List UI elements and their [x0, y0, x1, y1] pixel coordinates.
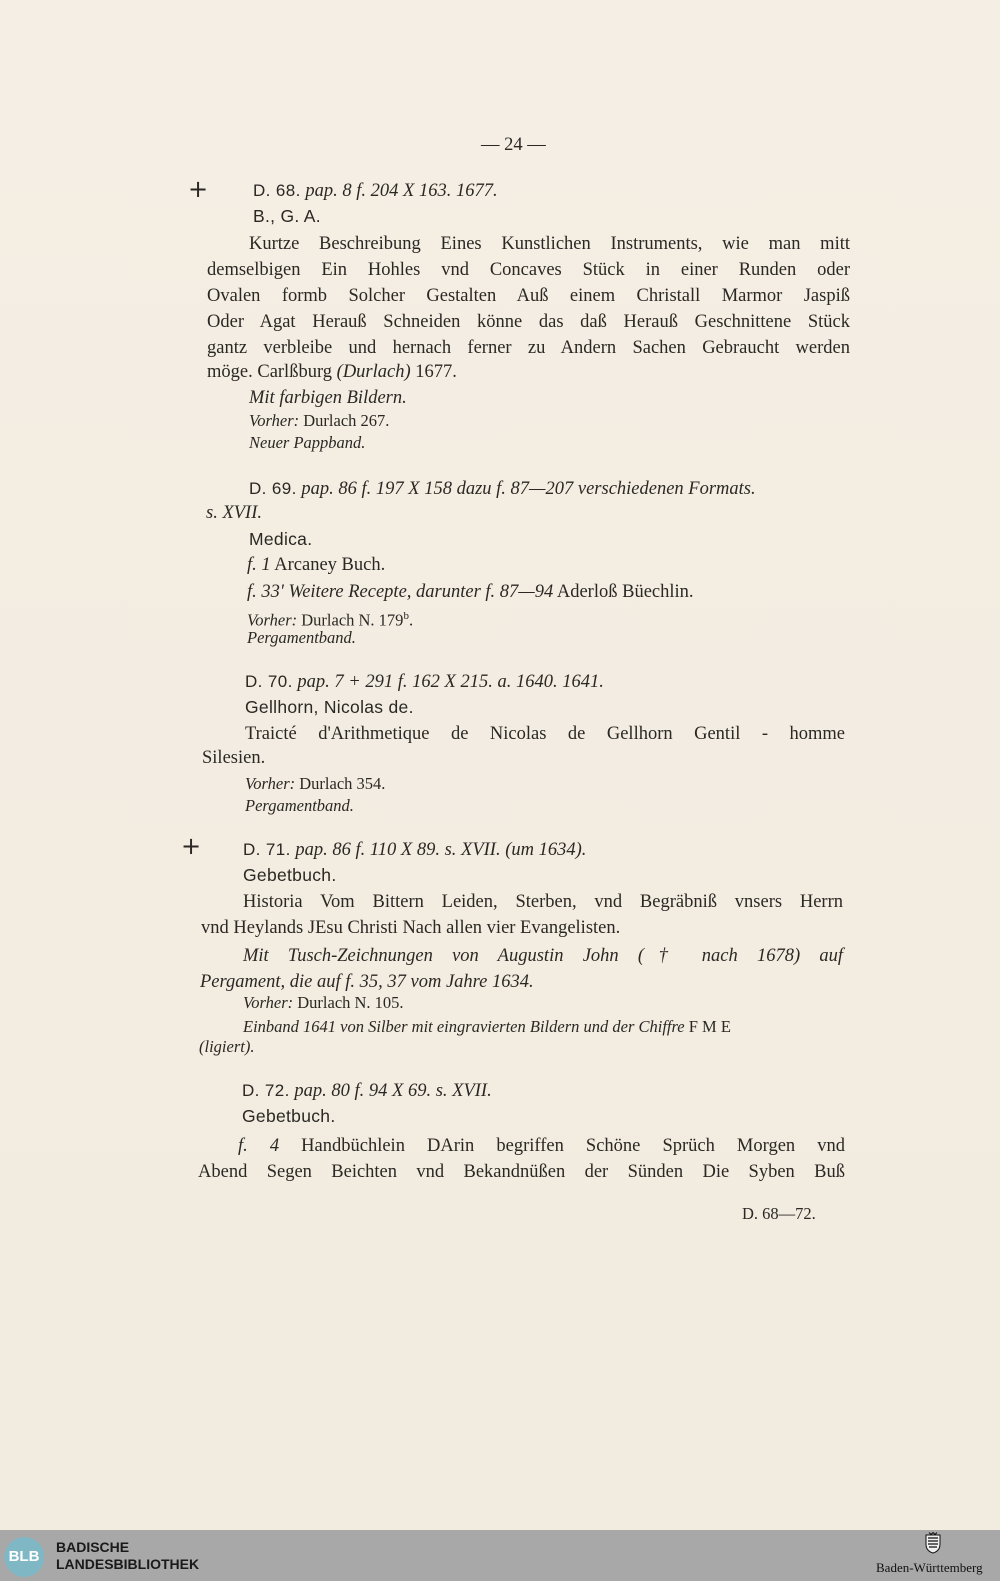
provenance-label: Vorher:: [249, 411, 300, 430]
state-name[interactable]: Baden-Württemberg: [876, 1560, 983, 1575]
provenance-value: Durlach N. 105.: [297, 993, 404, 1012]
binding: (ligiert).: [199, 1037, 255, 1056]
binding: [243, 1015, 731, 1039]
provenance-label: Vorher:: [243, 993, 294, 1012]
content-line: [238, 1134, 845, 1158]
provenance: [243, 991, 404, 1015]
title-line: Silesien.: [202, 748, 266, 768]
entry-author: Gellhorn, Nicolas de.: [245, 697, 414, 717]
content-text: Arcaney Buch.: [274, 555, 386, 575]
entry-note: Mit Tusch-Zeichnungen von Augustin John († nach 1678) auf: [243, 946, 843, 966]
entry-note: Pergament, die auf f. 35, 37 vom Jahre 1634.: [200, 972, 534, 992]
page-range: D. 68—72.: [742, 1204, 816, 1223]
folio: f. 1: [247, 555, 271, 575]
provenance-label: Vorher:: [247, 610, 298, 630]
provenance-value: Durlach N. 179: [301, 610, 404, 630]
title-line: Historia Vom Bittern Leiden, Sterben, vnd Begräbniß vnsers Herrn: [243, 892, 843, 912]
provenance: [245, 772, 385, 796]
entry-heading: [243, 838, 586, 862]
binding-text: Einband 1641 von Silber mit eingravierten Bildern und der Chiffre: [243, 1017, 685, 1036]
title-line: [207, 360, 457, 384]
entry-author: Gebetbuch.: [243, 865, 337, 885]
shelfmark: D. 70.: [245, 672, 293, 691]
shelfmark: D. 69.: [249, 479, 297, 498]
entry-heading: [245, 670, 604, 694]
folio: f. 33': [247, 582, 284, 602]
provenance-value: Durlach 354.: [299, 774, 386, 793]
physical-description: pap. 86 f. 197 X 158 dazu f. 87—207 verschiedenen Formats.: [301, 479, 756, 499]
provenance-end: .: [408, 610, 414, 630]
blb-logo-icon[interactable]: BLB: [4, 1537, 44, 1577]
physical-description: pap. 8 f. 204 X 163. 1677.: [305, 181, 498, 201]
content-line: Abend Segen Beichten vnd Bekandnüßen der Sünden Die Syben Buß: [198, 1162, 845, 1182]
content-text: Aderloß Büechlin.: [556, 582, 694, 602]
title-line: Kurtze Beschreibung Eines Kunstlichen Instruments, wie man mitt: [249, 234, 850, 254]
library-name-line: LANDESBIBLIOTHEK: [56, 1556, 200, 1572]
title-place: (Durlach): [336, 362, 411, 382]
binding: Pergamentband.: [247, 628, 356, 647]
content-line: [247, 553, 385, 577]
plus-mark-icon: +: [188, 175, 209, 203]
content-line: [247, 580, 694, 604]
plus-mark-icon: +: [181, 832, 202, 860]
physical-description: pap. 86 f. 110 X 89. s. XVII. (um 1634).: [295, 840, 587, 860]
title-year: 1677.: [415, 362, 457, 382]
provenance-sup: b: [403, 610, 409, 622]
title-line: Ovalen formb Solcher Gestalten Auß einem Christall Marmor Jaspiß: [207, 286, 850, 306]
title-line: demselbigen Ein Hohles vnd Concaves Stück in einer Runden oder: [207, 260, 850, 280]
title-text: möge. Carlßburg: [207, 362, 333, 382]
title-line: vnd Heylands JEsu Christi Nach allen vier Evangelisten.: [201, 918, 621, 938]
library-name[interactable]: [56, 1539, 199, 1573]
binding: Neuer Pappband.: [249, 433, 366, 452]
shelfmark: D. 71.: [243, 840, 291, 859]
entry-author: Gebetbuch.: [242, 1106, 336, 1126]
binding-cipher: F M E: [688, 1017, 731, 1036]
library-footer-bar: [0, 1530, 1000, 1581]
binding: Pergamentband.: [245, 796, 354, 815]
shelfmark: D. 72.: [242, 1081, 290, 1100]
library-name-line: BADISCHE: [56, 1539, 130, 1555]
provenance-label: Vorher:: [245, 774, 296, 793]
entry-author: B., G. A.: [253, 206, 321, 226]
entry-heading: [253, 179, 498, 203]
shelfmark: D. 68.: [253, 181, 301, 200]
title-line: Traicté d'Arithmetique de Nicolas de Gellhorn Gentil - homme: [245, 724, 845, 744]
state-crest-icon: [925, 1532, 941, 1554]
physical-description: pap. 80 f. 94 X 69. s. XVII.: [294, 1081, 492, 1101]
page-number: — 24 —: [481, 135, 546, 155]
provenance: [249, 409, 389, 433]
title-line: gantz verbleibe und hernach ferner zu Andern Sachen Gebraucht werden: [207, 338, 850, 358]
physical-description-cont: s. XVII.: [206, 503, 262, 523]
content-italic: Weitere Recepte, darunter f. 87—94: [288, 582, 554, 602]
entry-author: Medica.: [249, 529, 313, 549]
entry-heading: [249, 477, 756, 501]
entry-heading: [242, 1079, 492, 1103]
entry-note: Mit farbigen Bildern.: [249, 388, 407, 408]
title-line: Oder Agat Herauß Schneiden könne das daß Herauß Geschnittene Stück: [207, 312, 850, 332]
content-text: Handbüchlein DArin begriffen Schöne Sprüch Morgen vnd: [301, 1136, 845, 1156]
provenance-value: Durlach 267.: [303, 411, 390, 430]
folio: f. 4: [238, 1136, 280, 1156]
physical-description: pap. 7 + 291 f. 162 X 215. a. 1640. 1641.: [297, 672, 604, 692]
